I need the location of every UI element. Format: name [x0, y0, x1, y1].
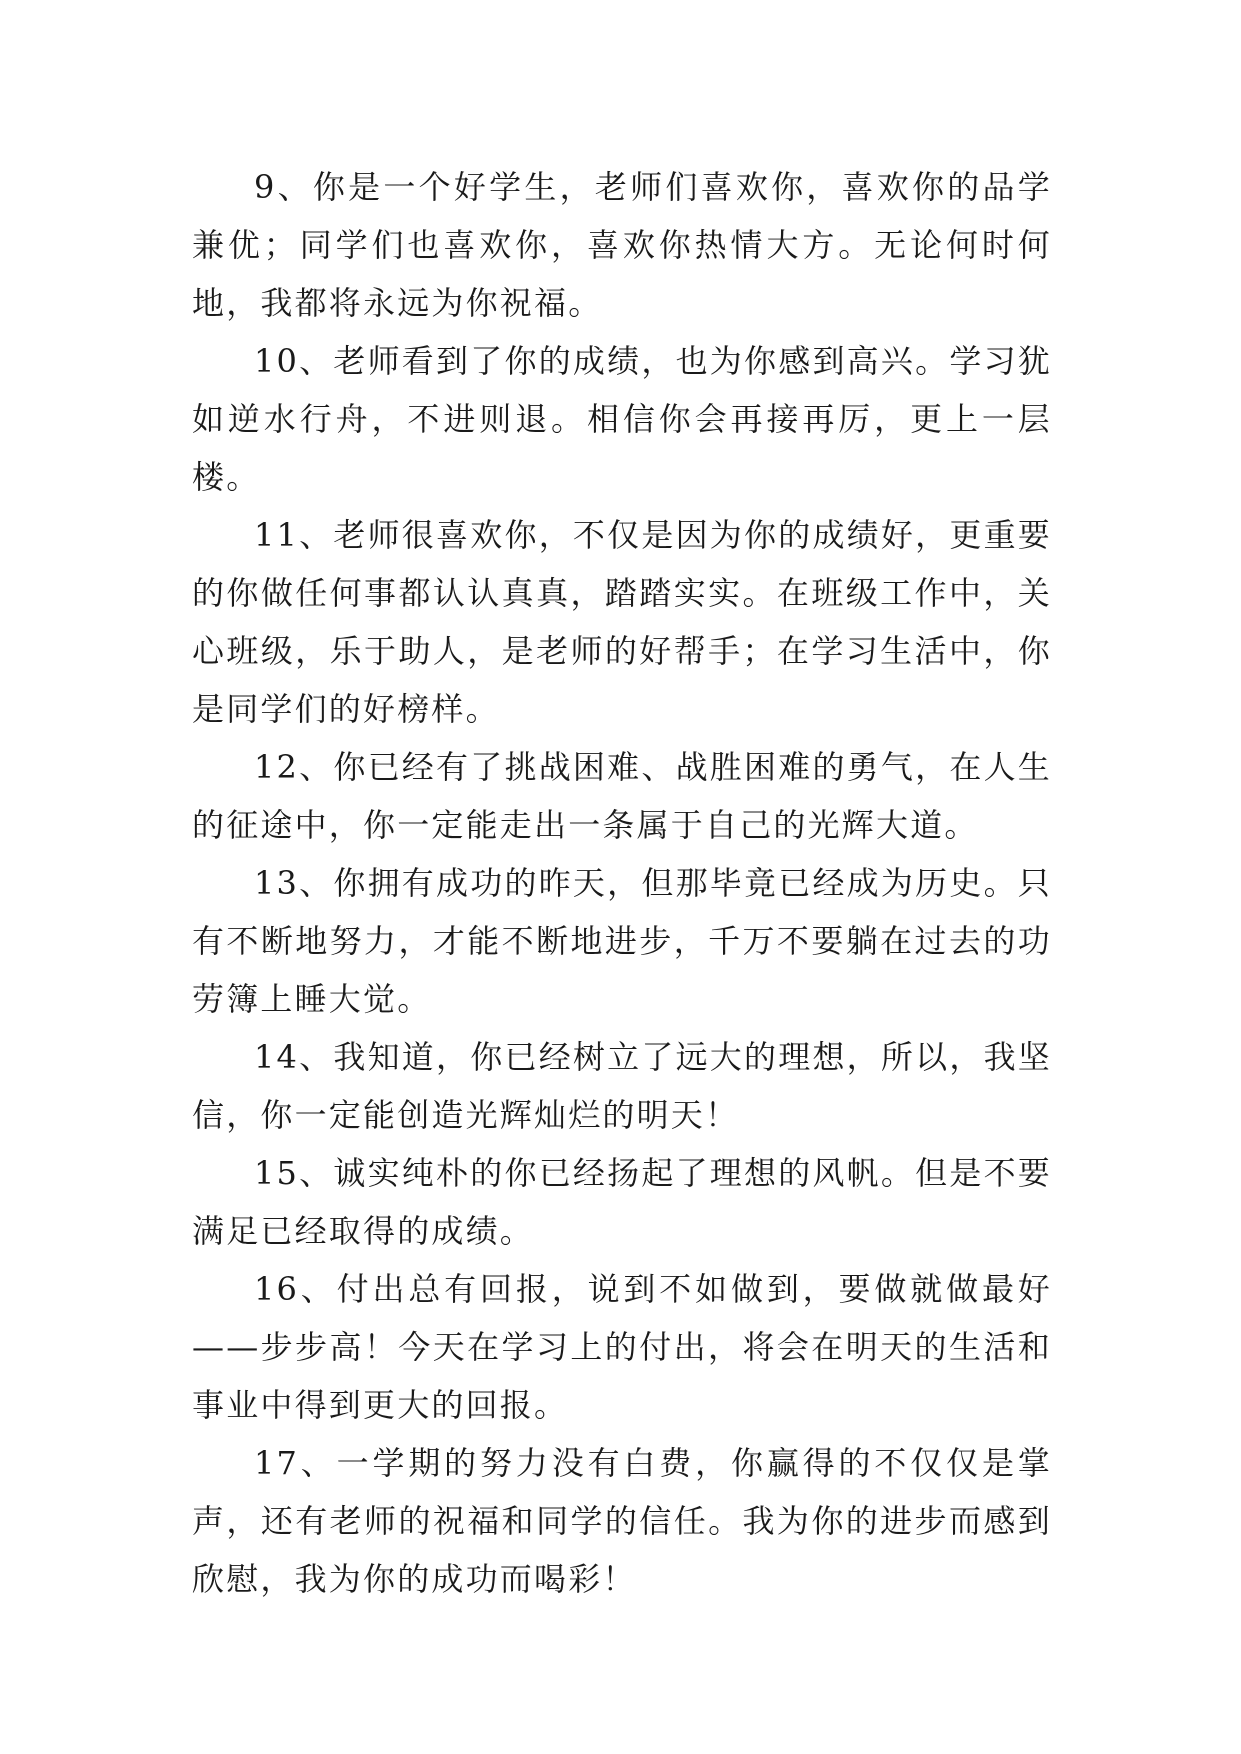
paragraph-14: 14、我知道，你已经树立了远大的理想，所以，我坚信，你一定能创造光辉灿烂的明天！ [192, 1038, 1052, 1134]
paragraph-11: 11、老师很喜欢你，不仅是因为你的成绩好，更重要的你做任何事都认认真真，踏踏实实。在班级工作中，关心班级，乐于助人，是老师的好帮手；在学习生活中，你是同学们的好榜样。 [192, 516, 1052, 728]
paragraph-17: 17、一学期的努力没有白费，你赢得的不仅仅是掌声，还有老师的祝福和同学的信任。我为你的进步而感到欣慰，我为你的成功而喝彩！ [192, 1444, 1052, 1598]
document-body [192, 158, 1052, 1608]
paragraph-12: 12、你已经有了挑战困难、战胜困难的勇气，在人生的征途中，你一定能走出一条属于自己的光辉大道。 [192, 748, 1052, 844]
paragraph-16: 16、付出总有回报，说到不如做到，要做就做最好——步步高！今天在学习上的付出，将会在明天的生活和事业中得到更大的回报。 [192, 1270, 1052, 1424]
paragraph-10: 10、老师看到了你的成绩，也为你感到高兴。学习犹如逆水行舟，不进则退。相信你会再接再厉，更上一层楼。 [192, 342, 1052, 496]
paragraph-15: 15、诚实纯朴的你已经扬起了理想的风帆。但是不要满足已经取得的成绩。 [192, 1154, 1052, 1250]
paragraph-9: 9、你是一个好学生，老师们喜欢你，喜欢你的品学兼优；同学们也喜欢你，喜欢你热情大方。无论何时何地，我都将永远为你祝福。 [192, 168, 1052, 322]
paragraph-13: 13、你拥有成功的昨天，但那毕竟已经成为历史。只有不断地努力，才能不断地进步，千万不要躺在过去的功劳簿上睡大觉。 [192, 864, 1052, 1018]
